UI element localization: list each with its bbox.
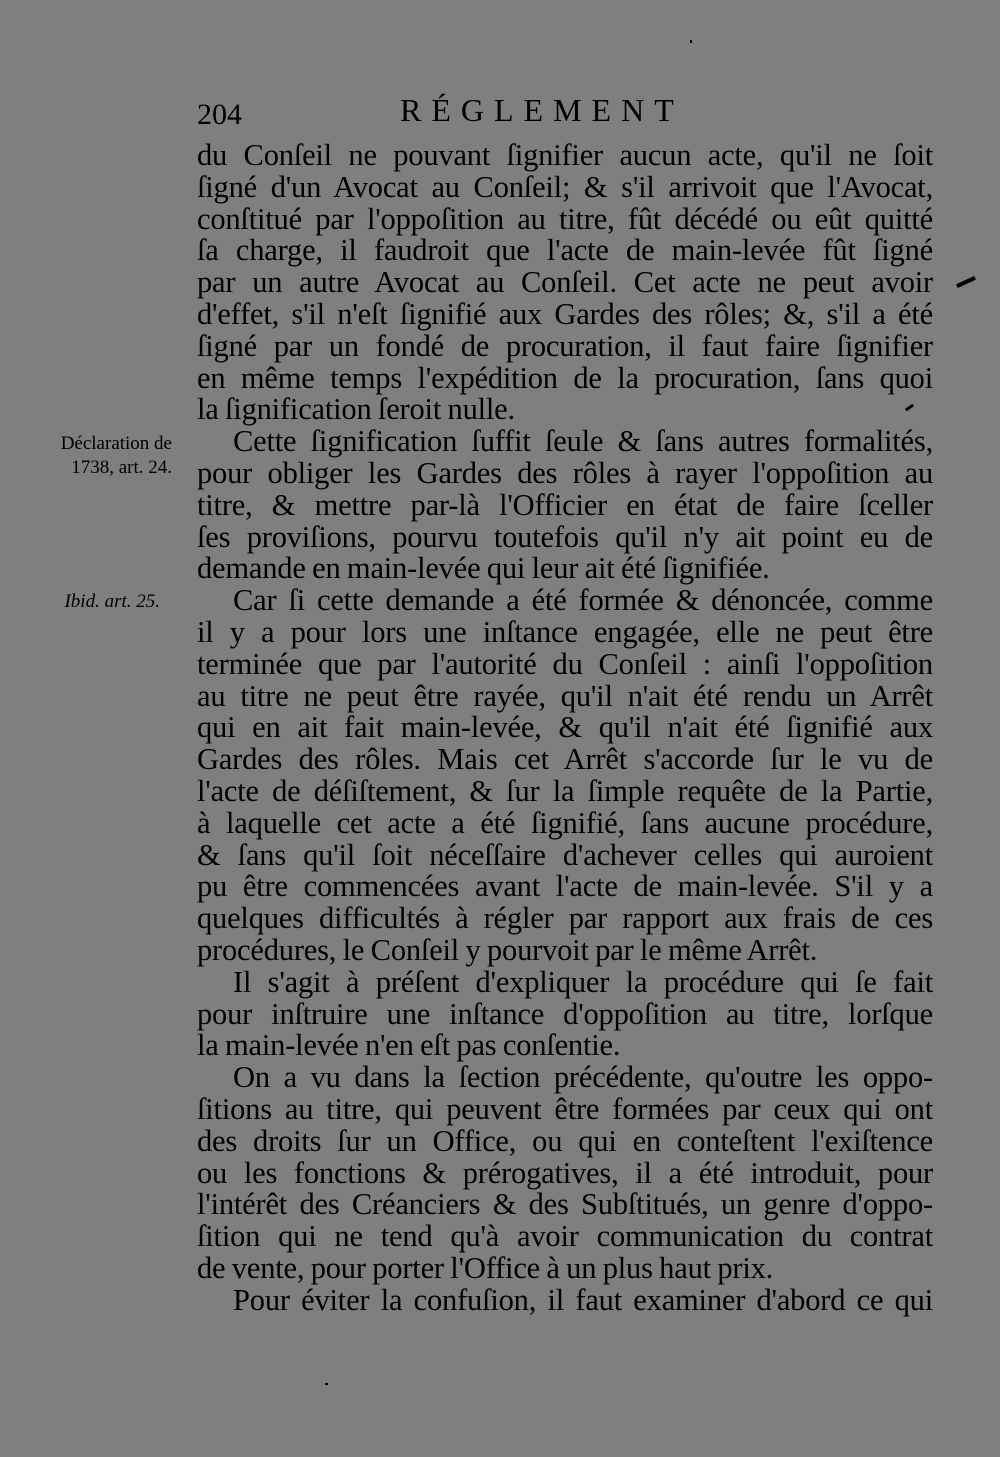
text-line: des droits ſur un Office, ou qui en conteſtent l'exiſtence	[197, 1123, 933, 1158]
text-line: ſition qui ne tend qu'à avoir communication du contrat	[197, 1219, 933, 1254]
text-line: pu être commencées avant l'acte de main-levée. S'il y a	[197, 869, 933, 904]
text-line: Gardes des rôles. Mais cet Arrêt s'accorde ſur le vu de	[197, 742, 933, 777]
page-number: 204	[197, 98, 242, 131]
text-line: demande en main-levée qui leur ait été ſignifiée.	[197, 551, 770, 586]
text-line: il y a pour lors une inſtance engagée, elle ne peut être	[197, 614, 933, 649]
text-line: procédures, le Conſeil y pourvoit par le même Arrêt.	[197, 932, 818, 967]
text-line: quelques difficultés à régler par rapport aux frais de ces	[197, 901, 933, 936]
margin-note-line: Déclaration de	[60, 433, 172, 454]
text-line: ou les fonctions & prérogatives, il a été introduit, pour	[197, 1155, 933, 1190]
text-line: l'intérêt des Créanciers & des Subſtitués, un genre d'oppo-	[197, 1187, 933, 1222]
text-line: l'acte de déſiſtement, & ſur la ſimple requête de la Partie,	[197, 773, 933, 808]
text-line: & ſans qu'il ſoit néceſſaire d'achever celles qui auroient	[197, 837, 933, 872]
margin-note-ibid	[10, 590, 160, 614]
text-line: ſa charge, il faudroit que l'acte de main-levée fût ſigné	[197, 233, 933, 268]
text-line: au titre ne peut être rayée, qu'il n'ait été rendu un Arrêt	[197, 678, 933, 713]
text-line: ſitions au titre, qui peuvent être formées par ceux qui ont	[197, 1091, 933, 1126]
paragraph	[197, 585, 933, 967]
text-line: Car ſi cette demande a été formée & dénoncée, comme	[233, 583, 933, 618]
text-line: pour obliger les Gardes des rôles à rayer l'oppoſition au	[197, 455, 933, 490]
text-line: Cette ſignification ſuffit ſeule & ſans autres formalités,	[233, 424, 933, 459]
margin-note-declaration	[22, 432, 172, 480]
text-line: ſigné d'un Avocat au Conſeil; & s'il arrivoit que l'Avocat,	[197, 169, 933, 204]
paragraph	[197, 140, 933, 426]
ink-speck	[325, 1383, 328, 1385]
page-header	[0, 92, 1000, 132]
text-line: On a vu dans la ſection précédente, qu'outre les oppo-	[233, 1060, 933, 1095]
text-line: qui en ait fait main-levée, & qu'il n'ait été ſignifié aux	[197, 710, 933, 745]
text-line: conſtitué par l'oppoſition au titre, fût décédé ou eût quitté	[197, 201, 933, 236]
text-line: en même temps l'expédition de la procuration, ſans quoi	[197, 360, 933, 395]
text-line: à laquelle cet acte a été ſignifié, ſans aucune procédure,	[197, 805, 933, 840]
ink-speck	[956, 276, 976, 288]
margin-note-line: 1738, art. 24.	[71, 457, 172, 478]
body-text	[197, 140, 933, 1316]
paragraph	[197, 1062, 933, 1285]
text-line: Pour éviter la confuſion, il faut examiner d'abord ce qui	[233, 1282, 933, 1317]
text-line: du Conſeil ne pouvant ſignifier aucun acte, qu'il ne ſoit	[197, 138, 933, 172]
margin-note-line: Ibid. art. 25.	[64, 591, 160, 612]
text-line: ſigné par un fondé de procuration, il faut faire ſignifier	[197, 328, 933, 363]
text-line: la main-levée n'en eſt pas conſentie.	[197, 1028, 621, 1063]
text-line: d'effet, s'il n'eſt ſignifié aux Gardes des rôles; &, s'il a été	[197, 296, 933, 331]
text-line: par un autre Avocat au Conſeil. Cet acte ne peut avoir	[197, 265, 933, 300]
ink-speck	[690, 40, 692, 43]
text-line: ſes proviſions, pourvu toutefois qu'il n'y ait point eu de	[197, 519, 933, 554]
text-line: titre, & mettre par-là l'Officier en état de faire ſceller	[197, 487, 933, 522]
paragraph	[197, 964, 933, 1063]
text-line: Il s'agit à préſent d'expliquer la procédure qui ſe fait	[233, 964, 933, 999]
running-title: RÉGLEMENT	[400, 92, 684, 128]
paragraph	[197, 426, 933, 585]
text-line: pour inſtruire une inſtance d'oppoſition au titre, lorſque	[197, 996, 933, 1031]
text-line: terminée que par l'autorité du Conſeil : ainſi l'oppoſition	[197, 646, 933, 681]
paragraph	[197, 1282, 933, 1317]
text-line: la ſignification ſeroit nulle.	[197, 392, 515, 427]
text-line: de vente, pour porter l'Office à un plus haut prix.	[197, 1250, 774, 1285]
